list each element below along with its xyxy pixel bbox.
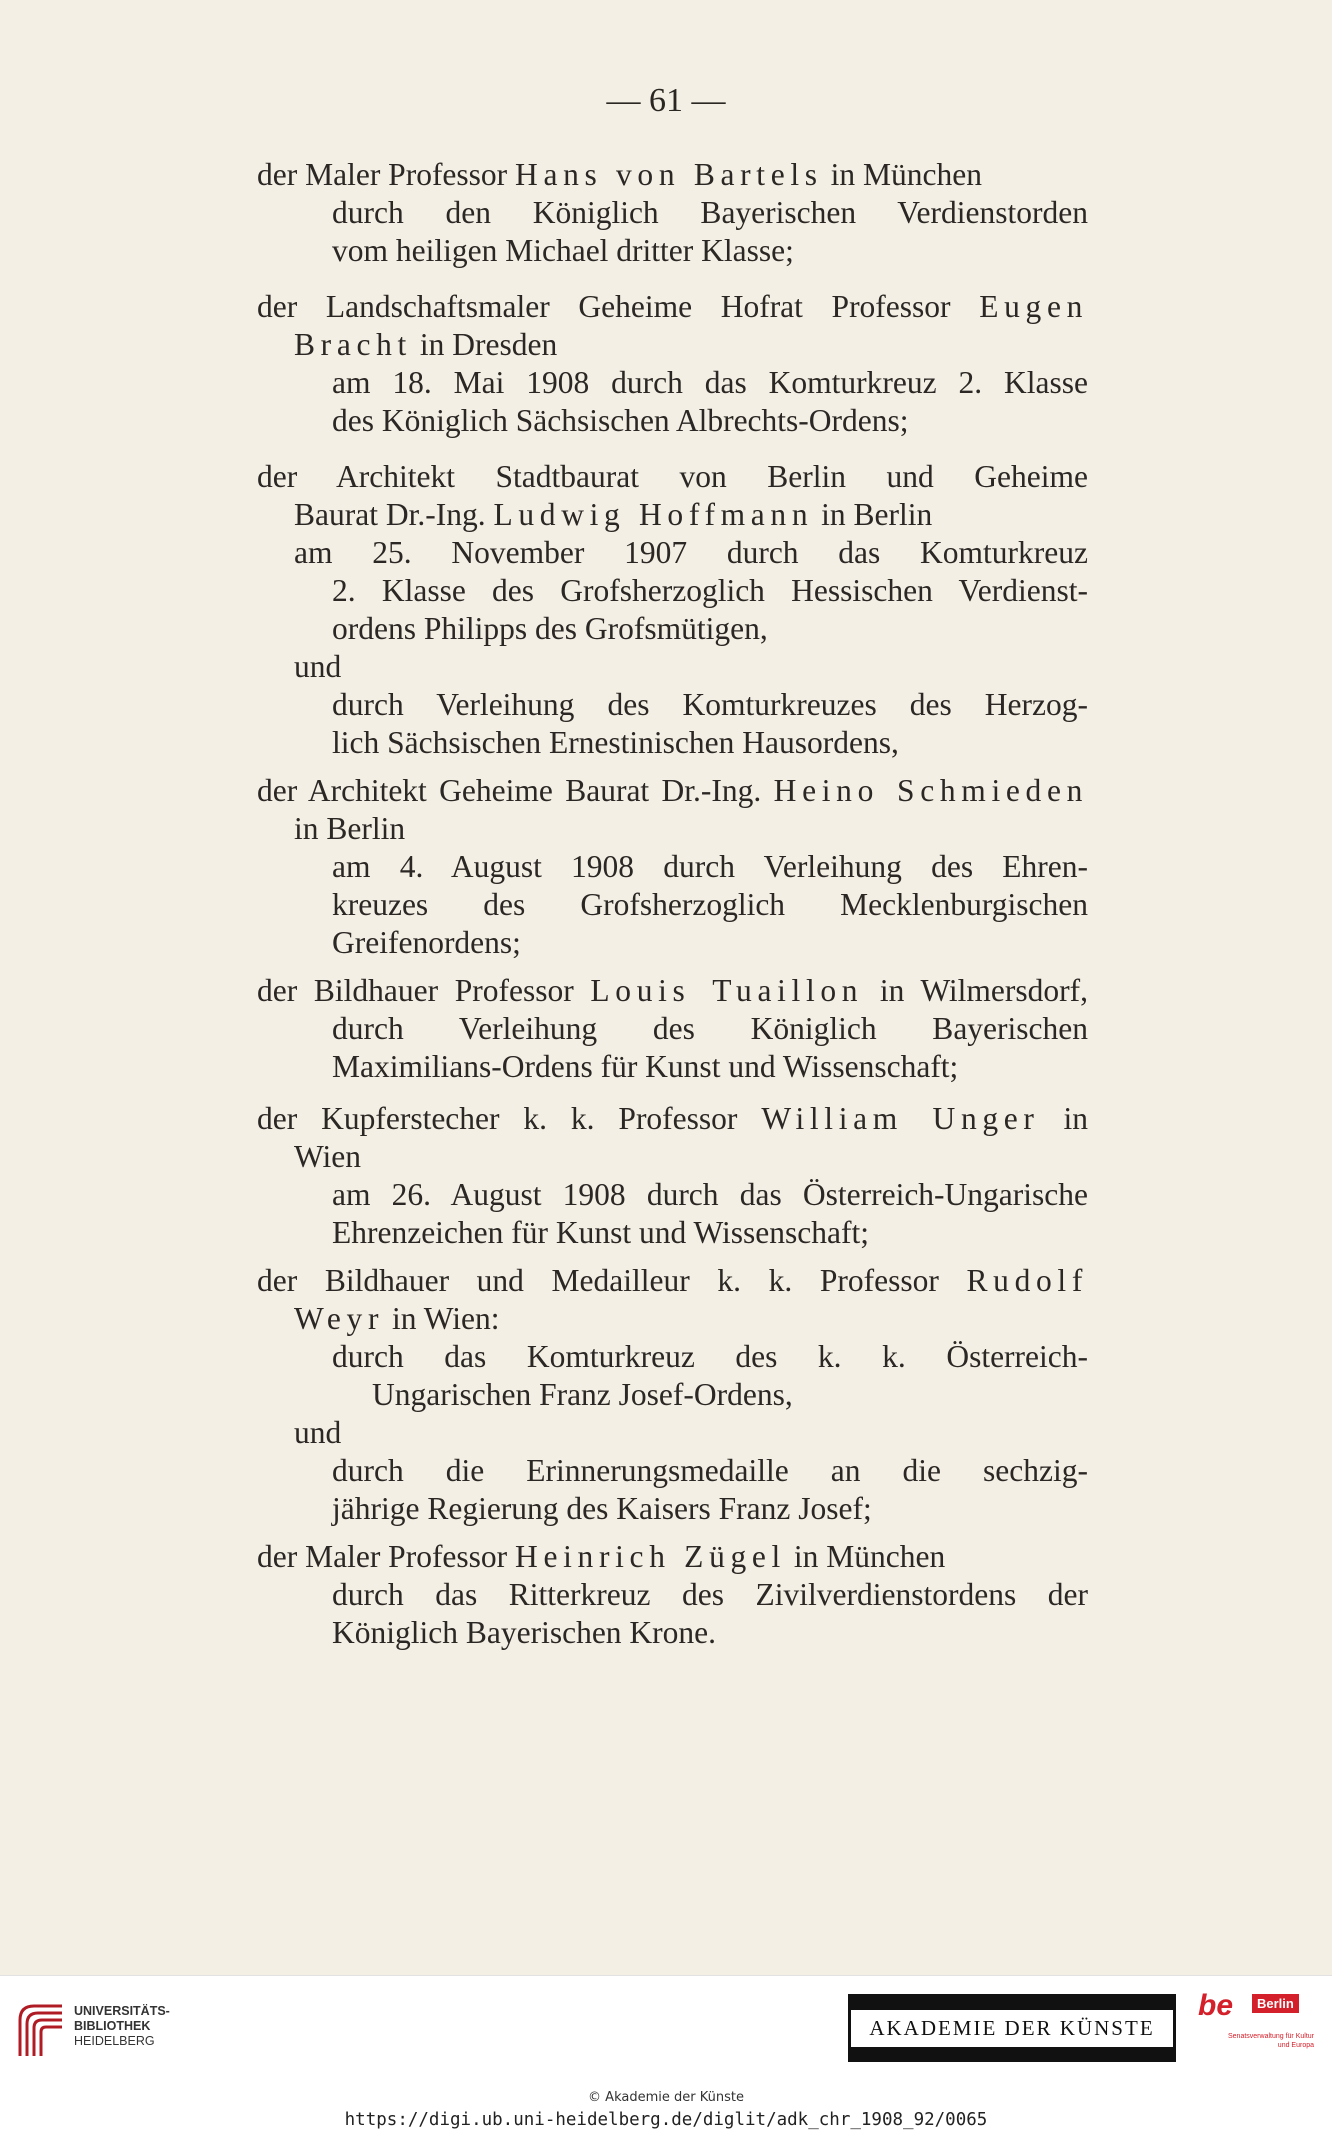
- akademie-der-kuenste-logo[interactable]: AKADEMIE DER KÜNSTE: [848, 1994, 1176, 2062]
- spaced-name: Ludwig Hoffmann: [493, 497, 814, 532]
- text-line: des Königlich Sächsischen Albrechts-Ordens;: [332, 403, 909, 438]
- text-line: durch Verleihung des Komturkreuzes des Herzog-: [332, 687, 1088, 722]
- spaced-name: Eugen: [979, 289, 1089, 324]
- text-line: und: [294, 1415, 342, 1450]
- spaced-name: Heinrich Zügel: [515, 1539, 786, 1574]
- text-line: jährige Regierung des Kaisers Franz Josef;: [332, 1491, 872, 1526]
- text-line: durch den Königlich Bayerischen Verdienstorden: [332, 195, 1088, 230]
- text-line: durch das Komturkreuz des k. k. Österreich-: [332, 1339, 1088, 1374]
- text-line: der Bildhauer und Medailleur k. k. Professor Rudolf: [257, 1263, 1088, 1298]
- text-line: und: [294, 649, 342, 684]
- text-line: Bracht in Dresden: [294, 327, 558, 362]
- text-line: der Bildhauer Professor Louis Tuaillon in Wilmersdorf,: [257, 973, 1089, 1008]
- spaced-name: Rudolf: [966, 1263, 1088, 1298]
- text-line: Weyr in Wien:: [294, 1301, 500, 1336]
- text-line: in Berlin: [294, 811, 406, 846]
- permalink-url[interactable]: https://digi.ub.uni-heidelberg.de/diglit/adk_chr_1908_92/0065: [344, 2110, 988, 2130]
- spaced-name: William Unger: [761, 1101, 1040, 1136]
- text-line: durch Verleihung des Königlich Bayerischen: [332, 1011, 1088, 1046]
- text-line: Maximilians-Ordens für Kunst und Wissenschaft;: [332, 1049, 959, 1084]
- berlin-senate-logo[interactable]: be Berlin Senatsverwaltung für Kultur und Europa: [1198, 1989, 1314, 2049]
- ub-logo-icon: [14, 1998, 68, 2062]
- text-line: Greifenordens;: [332, 925, 521, 960]
- text-line: 2. Klasse des Grofsherzoglich Hessischen Verdienst-: [332, 573, 1088, 608]
- text-line: lich Sächsischen Ernestinischen Hausordens,: [332, 725, 899, 760]
- copyright-notice: © Akademie der Künste: [588, 2090, 744, 2105]
- spaced-name: Weyr: [294, 1301, 385, 1336]
- spaced-name: Heino Schmieden: [773, 773, 1089, 808]
- text-line: der Architekt Stadtbaurat von Berlin und Geheime: [257, 459, 1088, 494]
- text-line: durch das Ritterkreuz des Zivilverdienstordens der: [332, 1577, 1088, 1612]
- spaced-name: Bracht: [294, 327, 412, 362]
- text-line: am 18. Mai 1908 durch das Komturkreuz 2. Klasse: [332, 365, 1088, 400]
- text-line: am 26. August 1908 durch das Österreich-Ungarische: [332, 1177, 1088, 1212]
- text-line: der Maler Professor Heinrich Zügel in München: [257, 1539, 946, 1574]
- text-line: Königlich Bayerischen Krone.: [332, 1615, 717, 1650]
- text-line: Ehrenzeichen für Kunst und Wissenschaft;: [332, 1215, 869, 1250]
- page-number: — 61 —: [606, 82, 726, 119]
- text-line: der Maler Professor Hans von Bartels in München: [257, 157, 982, 192]
- text-line: am 25. November 1907 durch das Komturkreuz: [294, 535, 1088, 570]
- text-line: der Architekt Geheime Baurat Dr.-Ing. Heino Schmieden: [257, 773, 1089, 808]
- text-line: kreuzes des Grofsherzoglich Mecklenburgischen: [332, 887, 1088, 922]
- text-line: der Landschaftsmaler Geheime Hofrat Professor Eugen: [257, 289, 1089, 324]
- text-line: der Kupferstecher k. k. Professor William Unger in: [257, 1101, 1088, 1136]
- text-line: ordens Philipps des Grofsmütigen,: [332, 611, 768, 646]
- ub-logo-text: UNIVERSITÄTS- BIBLIOTHEK HEIDELBERG: [74, 2004, 170, 2048]
- text-line: Ungarischen Franz Josef-Ordens,: [372, 1377, 793, 1412]
- text-line: vom heiligen Michael dritter Klasse;: [332, 233, 794, 268]
- text-line: Baurat Dr.-Ing. Ludwig Hoffmann in Berlin: [294, 497, 933, 532]
- spaced-name: Louis Tuaillon: [590, 973, 864, 1008]
- spaced-name: Hans von Bartels: [515, 157, 823, 192]
- text-line: durch die Erinnerungsmedaille an die sechzig-: [332, 1453, 1088, 1488]
- text-line: am 4. August 1908 durch Verleihung des Ehren-: [332, 849, 1088, 884]
- text-line: Wien: [294, 1139, 361, 1174]
- viewer-footer: [0, 1975, 1332, 2138]
- ub-heidelberg-logo[interactable]: [14, 1990, 184, 2070]
